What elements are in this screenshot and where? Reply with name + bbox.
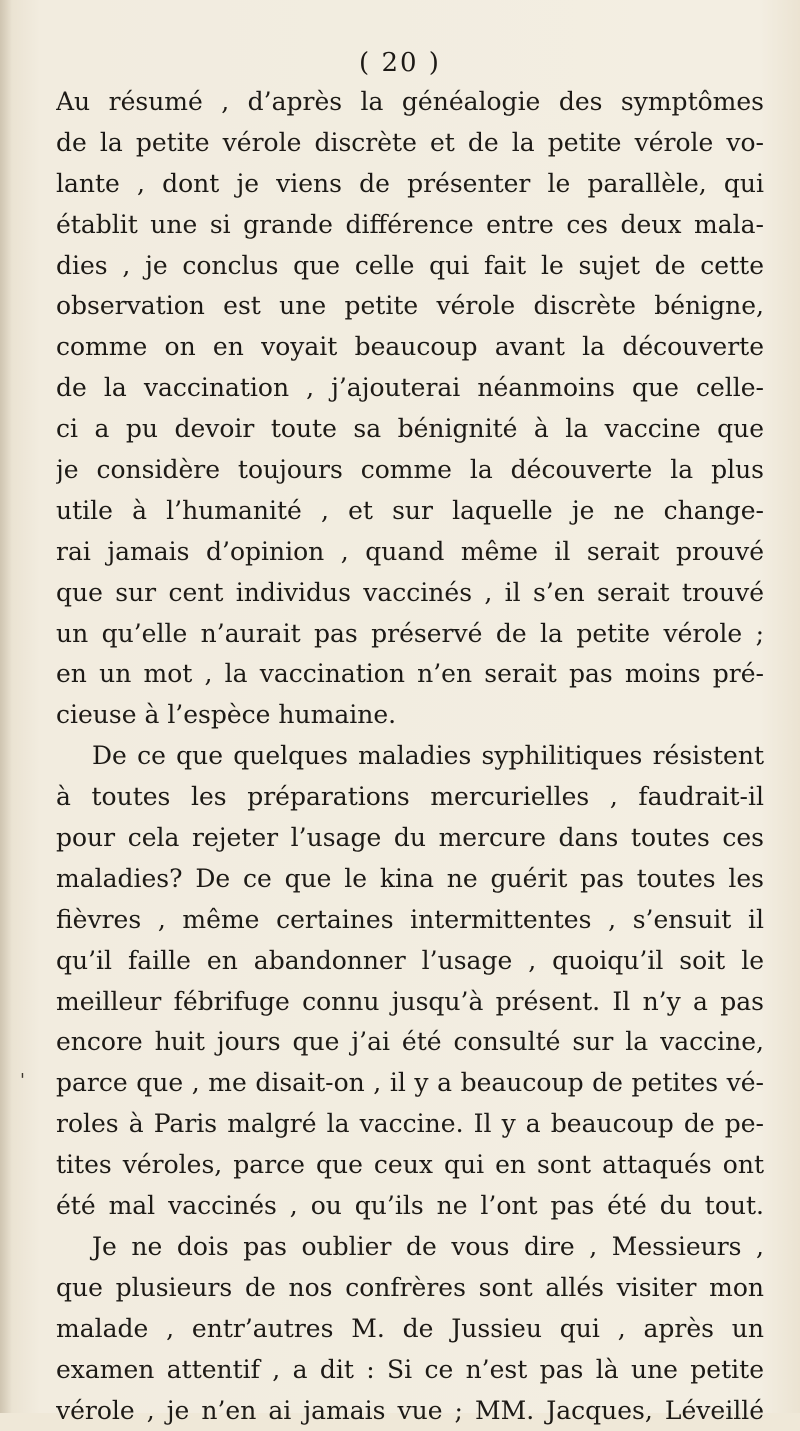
- text-line: Au résumé , d’après la généalogie des symptômes: [56, 82, 764, 123]
- text-line: roles à Paris malgré la vaccine. Il y a beaucoup de pe-: [56, 1104, 764, 1145]
- text-line: je considère toujours comme la découverte la plus: [56, 450, 764, 491]
- text-line: malade , entr’autres M. de Jussieu qui , après un: [56, 1309, 764, 1350]
- text-line: à toutes les préparations mercurielles , faudrait-il: [56, 777, 764, 818]
- text-line: de la petite vérole discrète et de la petite vérole vo-: [56, 123, 764, 164]
- text-line: comme on en voyait beaucoup avant la découverte: [56, 327, 764, 368]
- text-line: cieuse à l’espèce humaine.: [56, 695, 764, 736]
- text-line: ci a pu devoir toute sa bénignité à la vaccine que: [56, 409, 764, 450]
- text-line: vérole , je n’en ai jamais vue ; MM. Jacques, Léveillé: [56, 1391, 764, 1431]
- text-line: que plusieurs de nos confrères sont allés visiter mon: [56, 1268, 764, 1309]
- text-line: De ce que quelques maladies syphilitiques résistent: [56, 736, 764, 777]
- text-line: tites véroles, parce que ceux qui en sont attaqués ont: [56, 1145, 764, 1186]
- text-line: examen attentif , a dit : Si ce n’est pas là une petite: [56, 1350, 764, 1391]
- text-line: encore huit jours que j’ai été consulté sur la vaccine,: [56, 1022, 764, 1063]
- text-line: établit une si grande différence entre ces deux mala-: [56, 205, 764, 246]
- text-line: fièvres , même certaines intermittentes , s’ensuit il: [56, 900, 764, 941]
- text-line: maladies? De ce que le kina ne guérit pas toutes les: [56, 859, 764, 900]
- text-line: été mal vaccinés , ou qu’ils ne l’ont pas été du tout.: [56, 1186, 764, 1227]
- text-line: un qu’elle n’aurait pas préservé de la petite vérole ;: [56, 614, 764, 655]
- text-line: de la vaccination , j’ajouterai néanmoins que celle-: [56, 368, 764, 409]
- text-line: Je ne dois pas oublier de vous dire , Messieurs ,: [56, 1227, 764, 1268]
- text-line: utile à l’humanité , et sur laquelle je ne change-: [56, 491, 764, 532]
- margin-mark: ': [20, 1070, 25, 1091]
- page-number: ( 20 ): [0, 48, 800, 78]
- text-line: observation est une petite vérole discrète bénigne,: [56, 286, 764, 327]
- text-line: rai jamais d’opinion , quand même il serait prouvé: [56, 532, 764, 573]
- page-binding-shadow: [0, 0, 12, 1413]
- text-line: pour cela rejeter l’usage du mercure dans toutes ces: [56, 818, 764, 859]
- text-line: dies , je conclus que celle qui fait le sujet de cette: [56, 246, 764, 287]
- text-line: qu’il faille en abandonner l’usage , quoiqu’il soit le: [56, 941, 764, 982]
- body-text: [56, 82, 764, 1431]
- text-line: meilleur fébrifuge connu jusqu’à présent. Il n’y a pas: [56, 982, 764, 1023]
- text-line: lante , dont je viens de présenter le parallèle, qui: [56, 164, 764, 205]
- text-line: parce que , me disait-on , il y a beaucoup de petites vé-: [56, 1063, 764, 1104]
- text-line: que sur cent individus vaccinés , il s’en serait trouvé: [56, 573, 764, 614]
- text-line: en un mot , la vaccination n’en serait pas moins pré-: [56, 654, 764, 695]
